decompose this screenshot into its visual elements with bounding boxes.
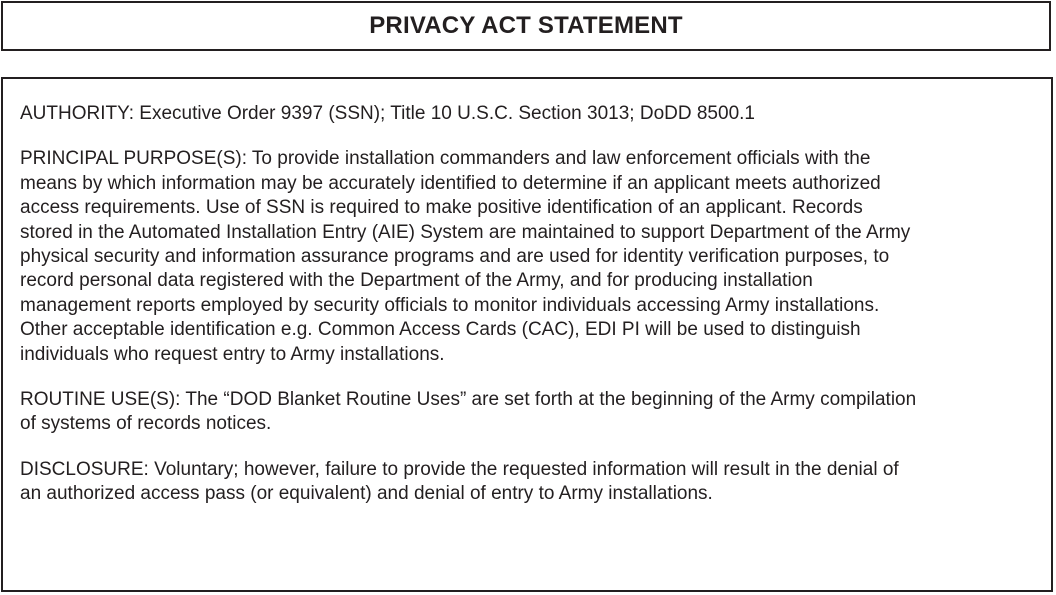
disclosure-line: DISCLOSURE: Voluntary; however, failure to provide the requested information will result in the denial of [20, 458, 899, 480]
principal-purpose-line: PRINCIPAL PURPOSE(S): To provide installation commanders and law enforcement officials with the [20, 148, 871, 170]
principal-purpose-section [20, 147, 1041, 367]
routine-uses-section [20, 388, 1041, 437]
principal-purpose-line: management reports employed by security officials to monitor individuals accessing Army installations. [20, 294, 880, 316]
disclosure-line: an authorized access pass (or equivalent) and denial of entry to Army installations. [20, 483, 713, 505]
principal-purpose-line: record personal data registered with the Department of the Army, and for producing installation [20, 270, 813, 292]
principal-purpose-line: individuals who request entry to Army installations. [20, 343, 445, 365]
principal-purpose-line: Other acceptable identification e.g. Common Access Cards (CAC), EDI PI will be used to distinguish [20, 319, 861, 341]
page-title: PRIVACY ACT STATEMENT [369, 12, 683, 39]
authority-section [20, 102, 1041, 126]
statement-body [1, 77, 1053, 592]
routine-uses-line: ROUTINE USE(S): The “DOD Blanket Routine Uses” are set forth at the beginning of the Army compilation [20, 389, 917, 411]
principal-purpose-line: physical security and information assurance programs and are used for identity verification purposes, to [20, 246, 890, 268]
principal-purpose-line: stored in the Automated Installation Entry (AIE) System are maintained to support Department of the Army [20, 221, 911, 243]
principal-purpose-line: access requirements. Use of SSN is required to make positive identification of an applicant. Records [20, 197, 863, 219]
routine-uses-line: of systems of records notices. [20, 413, 272, 435]
disclosure-section [20, 458, 1041, 507]
authority-line: AUTHORITY: Executive Order 9397 (SSN); Title 10 U.S.C. Section 3013; DoDD 8500.1 [20, 103, 755, 124]
title-box [1, 1, 1051, 51]
principal-purpose-line: means by which information may be accurately identified to determine if an applicant meets authorized [20, 172, 881, 194]
